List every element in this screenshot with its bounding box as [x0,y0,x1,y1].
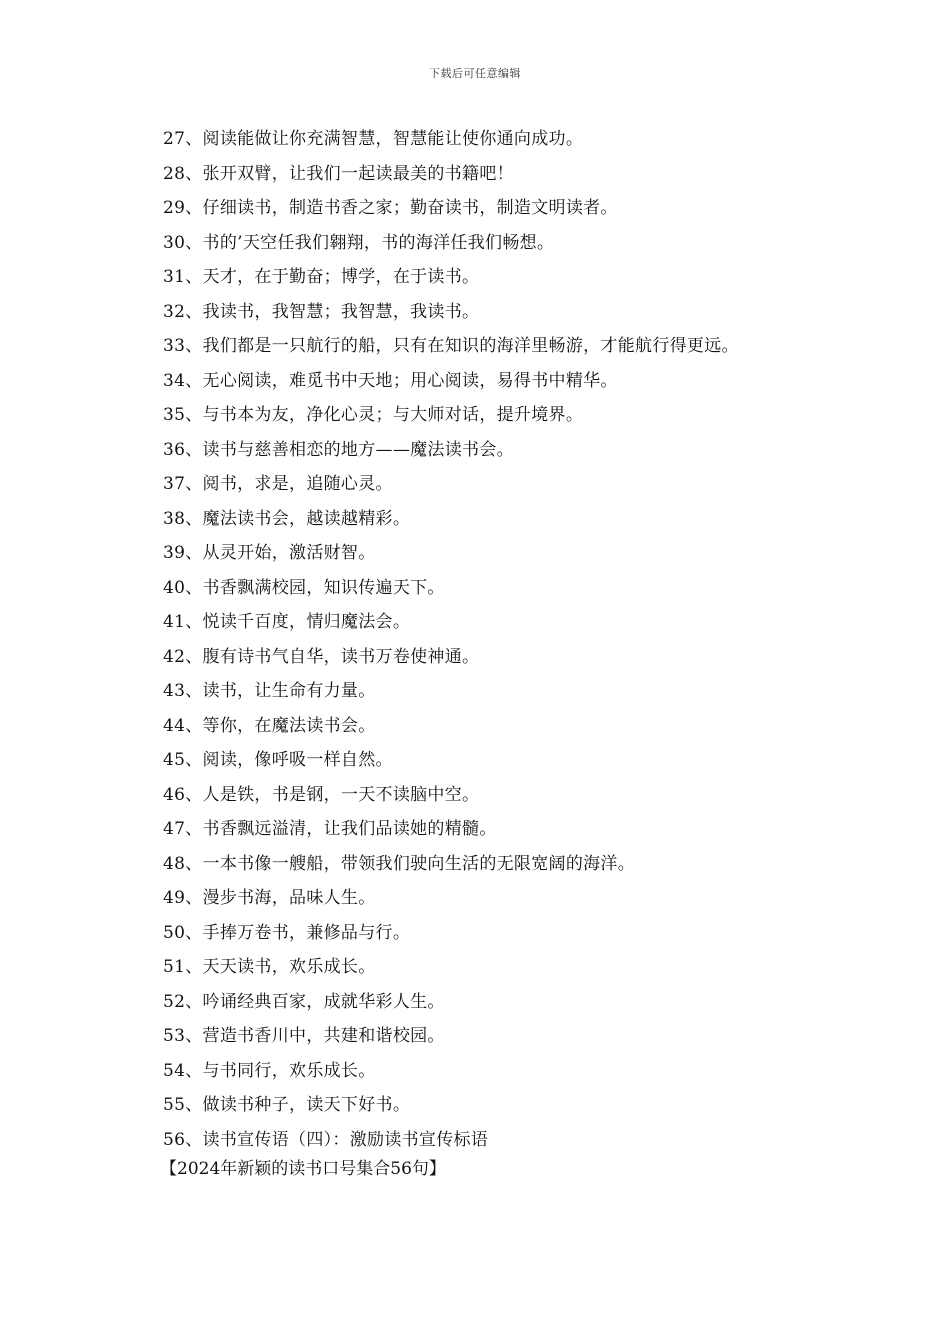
list-item: 30、书的’天空任我们翱翔，书的海洋任我们畅想。 [163,232,555,253]
list-item: 48、一本书像一艘船，带领我们驶向生活的无限宽阔的海洋。 [163,853,636,874]
list-item: 40、书香飘满校园，知识传遍天下。 [163,577,445,598]
slogan-list [163,122,883,1157]
list-item: 42、腹有诗书气自华，读书万卷使神通。 [163,646,480,667]
list-item: 39、从灵开始，激活财智。 [163,543,376,563]
list-item: 36、读书与慈善相恋的地方——魔法读书会。 [163,439,514,460]
list-item: 37、阅书，求是，追随心灵。 [163,474,393,494]
list-item: 38、魔法读书会，越读越精彩。 [163,508,411,529]
list-item: 29、仔细读书，制造书香之家；勤奋读书，制造文明读者。 [163,198,618,218]
list-item: 32、我读书，我智慧；我智慧，我读书。 [163,301,480,322]
list-item: 51、天天读书，欢乐成长。 [163,957,376,977]
list-item: 45、阅读，像呼吸一样自然。 [163,750,393,770]
header-note: 下载后可任意编辑 [429,67,521,80]
list-item: 49、漫步书海，品味人生。 [163,888,376,908]
list-item: 56、读书宣传语（四）：激励读书宣传标语 [163,1129,489,1150]
list-item: 55、做读书种子，读天下好书。 [163,1095,411,1115]
list-item: 44、等你，在魔法读书会。 [163,715,376,736]
list-item: 43、读书，让生命有力量。 [163,681,376,701]
list-item: 54、与书同行，欢乐成长。 [163,1060,376,1081]
list-item: 35、与书本为友，净化心灵；与大师对话，提升境界。 [163,405,584,425]
list-item: 31、天才，在于勤奋；博学，在于读书。 [163,267,480,287]
list-item: 28、张开双臂，让我们一起读最美的书籍吧！ [163,163,514,184]
list-item: 27、阅读能做让你充满智慧，智慧能让使你通向成功。 [163,129,584,149]
document-title: 【2024年新颖的读书口号集合56句】 [160,1159,446,1179]
list-item: 33、我们都是一只航行的船，只有在知识的海洋里畅游，才能航行得更远。 [163,336,739,356]
list-item: 41、悦读千百度，情归魔法会。 [163,612,411,632]
list-item: 50、手捧万卷书，兼修品与行。 [163,922,411,943]
list-item: 46、人是铁，书是钢，一天不读脑中空。 [163,784,480,805]
list-item: 47、书香飘远溢清，让我们品读她的精髓。 [163,819,497,839]
list-item: 53、营造书香川中，共建和谐校园。 [163,1026,445,1046]
list-item: 52、吟诵经典百家，成就华彩人生。 [163,991,445,1012]
list-item: 34、无心阅读，难觅书中天地；用心阅读，易得书中精华。 [163,370,618,391]
